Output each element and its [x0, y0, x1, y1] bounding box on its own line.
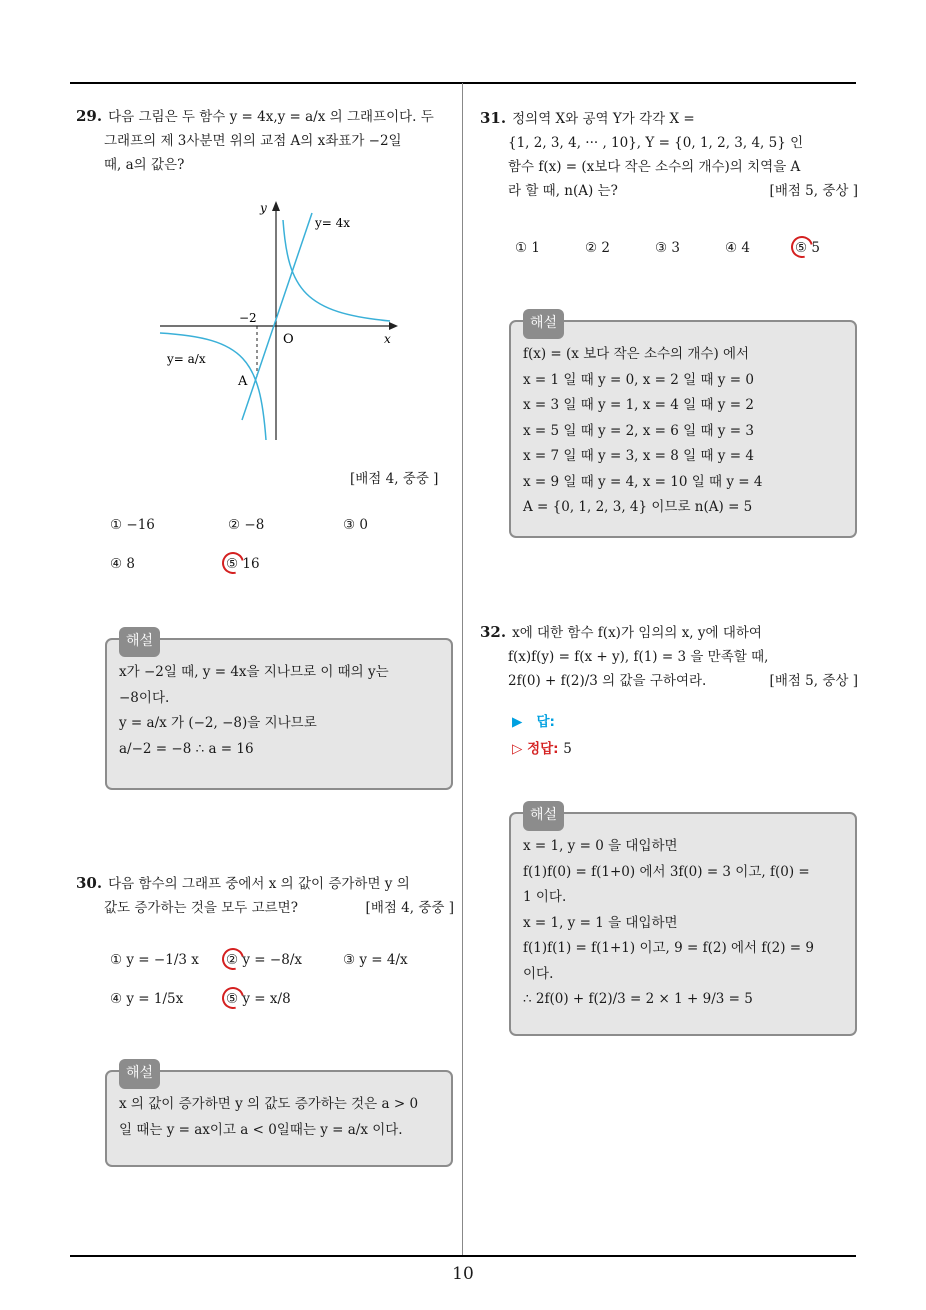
solution-line: x = 7 일 때 y = 3, x = 8 일 때 y = 4 [523, 448, 754, 464]
solution-line: f(1)f(1) = f(1+1) 이고, 9 = f(2) 에서 f(2) = 9 [523, 940, 814, 956]
play-arrow-icon: ▶ [512, 714, 523, 730]
question-number: 29. [76, 107, 103, 125]
function-graph [155, 195, 415, 445]
choice-5[interactable]: ⑤ y = x/8 [226, 991, 291, 1007]
solution-tag: 해설 [523, 309, 564, 339]
choice-4[interactable]: ④ y = 1/5x [110, 991, 184, 1007]
question-text: 라 할 때, n(A) 는? [508, 183, 618, 199]
question-text: 정의역 X와 공역 Y가 각각 X = [512, 111, 695, 127]
solution-line: A = {0, 1, 2, 3, 4} 이므로 n(A) = 5 [523, 499, 753, 515]
solution-box [105, 633, 453, 790]
choice-1[interactable]: ① −16 [110, 517, 155, 533]
choice-3[interactable]: ③ 3 [655, 240, 680, 256]
correct-answer-row [512, 737, 572, 757]
origin-label: O [283, 332, 294, 347]
choice-2[interactable]: ② −8 [228, 517, 265, 533]
question-30 [76, 871, 454, 920]
question-text: 2f(0) + f(2)/3 의 값을 구하여라. [508, 673, 707, 689]
question-text: f(x)f(y) = f(x + y), f(1) = 3 을 만족할 때, [508, 649, 769, 665]
question-text: 그래프의 제 3사분면 위의 교점 A의 x좌표가 −2일 [104, 133, 402, 149]
solution-line: 이다. [523, 965, 554, 982]
choice-4[interactable]: ④ 8 [110, 556, 135, 572]
solution-line: y = a/x 가 (−2, −8)을 지나므로 [119, 715, 317, 731]
choice-2[interactable]: ② 2 [585, 240, 610, 256]
choice-5[interactable]: ⑤ 5 [795, 240, 820, 256]
question-text: {1, 2, 3, 4, ··· , 10}, Y = {0, 1, 2, 3, 4, 5} 인 [508, 135, 804, 151]
correct-value: 5 [563, 741, 572, 757]
question-text: 다음 함수의 그래프 중에서 x 의 값이 증가하면 y 의 [108, 876, 410, 892]
solution-line: x가 −2일 때, y = 4x을 지나므로 이 때의 y는 [119, 664, 389, 680]
question-text: 함수 f(x) = (x보다 작은 소수의 개수)의 치역을 A [508, 159, 801, 175]
answer-circle-icon [218, 548, 248, 578]
solution-tag: 해설 [119, 1059, 160, 1089]
solution-line: x = 9 일 때 y = 4, x = 10 일 때 y = 4 [523, 473, 763, 490]
question-text: 다음 그림은 두 함수 y = 4x,y = a/x 의 그래프이다. 두 [108, 109, 434, 125]
question-29 [76, 104, 454, 177]
solution-line: 1 이다. [523, 889, 567, 905]
outline-arrow-icon: ▷ [512, 741, 523, 757]
solution-line: x 의 값이 증가하면 y 의 값도 증가하는 것은 a > 0 [119, 1096, 419, 1112]
page-number: 10 [452, 1264, 474, 1284]
solution-line: −8이다. [119, 689, 170, 706]
question-text: 값도 증가하는 것을 모두 고르면? [104, 900, 298, 916]
solution-tag: 해설 [119, 627, 160, 657]
points-label: [배점 5, 중상 ] [769, 673, 858, 689]
solution-line: ∴ 2f(0) + f(2)/3 = 2 × 1 + 9/3 = 5 [523, 991, 753, 1007]
choice-4[interactable]: ④ 4 [725, 240, 750, 256]
choice-1[interactable]: ① 1 [515, 240, 540, 256]
choice-2[interactable]: ② y = −8/x [226, 952, 302, 968]
question-number: 32. [480, 623, 507, 641]
solution-line: 일 때는 y = ax이고 a < 0일때는 y = a/x 이다. [119, 1121, 403, 1138]
question-31 [480, 106, 858, 203]
solution-line: x = 5 일 때 y = 2, x = 6 일 때 y = 3 [523, 422, 754, 439]
solution-line: x = 1 일 때 y = 0, x = 2 일 때 y = 0 [523, 371, 754, 388]
curve-label: y= a/x [167, 352, 206, 366]
answer-row [512, 710, 555, 730]
x-axis-label: x [384, 332, 391, 346]
solution-box [105, 1065, 453, 1167]
column-divider [462, 83, 463, 1255]
tick-label: −2 [239, 311, 257, 325]
answer-circle-icon [787, 232, 817, 262]
solution-line: x = 3 일 때 y = 1, x = 4 일 때 y = 2 [523, 397, 754, 413]
answer-circle-icon [218, 944, 248, 974]
bottom-rule [70, 1255, 856, 1257]
answer-circle-icon [218, 983, 248, 1013]
choice-5[interactable]: ⑤ 16 [226, 556, 260, 572]
solution-box [509, 807, 857, 1036]
solution-line: x = 1, y = 0 을 대입하면 [523, 838, 678, 854]
solution-line: f(1)f(0) = f(1+0) 에서 3f(0) = 3 이고, f(0) = [523, 863, 810, 880]
solution-tag: 해설 [523, 801, 564, 831]
choice-1[interactable]: ① y = −1/3 x [110, 952, 199, 968]
question-32 [480, 620, 858, 693]
solution-line: x = 1, y = 1 을 대입하면 [523, 914, 678, 931]
line-label: y= 4x [315, 216, 351, 230]
solution-line: f(x) = (x 보다 작은 소수의 개수) 에서 [523, 346, 750, 362]
solution-box [509, 315, 857, 538]
choice-3[interactable]: ③ y = 4/x [343, 952, 408, 968]
points-label: [배점 4, 중중 ] [365, 900, 454, 916]
choice-3[interactable]: ③ 0 [343, 517, 368, 533]
question-number: 30. [76, 874, 103, 892]
points-label: [배점 4, 중중 ] [350, 471, 439, 487]
solution-line: a/−2 = −8 ∴ a = 16 [119, 740, 254, 757]
answer-label: 답: [536, 714, 555, 730]
top-rule [70, 82, 856, 84]
correct-label: 정답: [527, 741, 559, 757]
points-label: [배점 5, 중상 ] [769, 183, 858, 199]
question-text: 때, a의 값은? [104, 157, 185, 173]
y-axis-label: y [260, 201, 267, 215]
question-text: x에 대한 함수 f(x)가 임의의 x, y에 대하여 [512, 625, 762, 641]
point-label: A [238, 374, 248, 389]
question-number: 31. [480, 109, 507, 127]
